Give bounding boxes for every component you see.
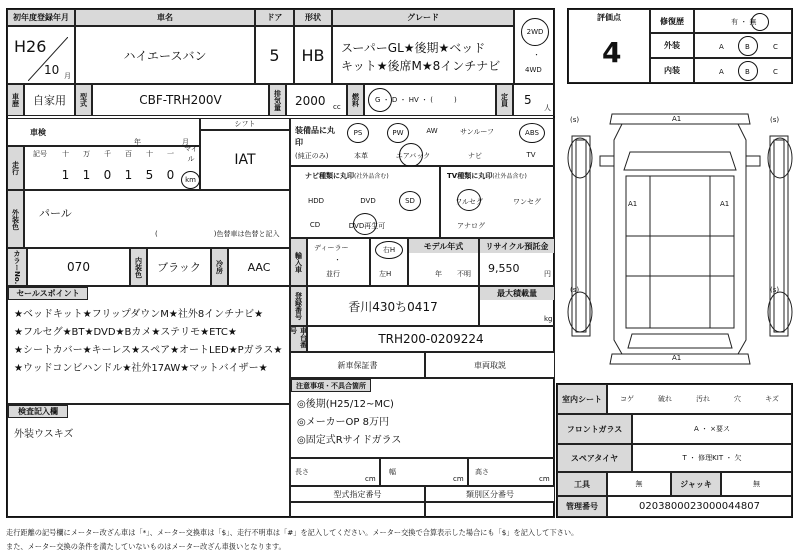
damage-marker: A1 — [672, 115, 682, 123]
odo-unit-label: 一 — [167, 150, 174, 158]
model-year-unknown: 不明 — [457, 270, 471, 278]
mgmt-header: 管理番号 — [557, 496, 607, 517]
notice-line: ◎メーカーOP 8万円 — [297, 417, 389, 428]
equip-ps: PS — [347, 123, 369, 143]
model-year-unit: 年 — [435, 270, 442, 278]
tv-header — [447, 171, 527, 181]
nav-dvd-play-circle — [353, 213, 377, 235]
equip-aw: AW — [426, 127, 438, 135]
glass-header: フロントガラス — [557, 414, 632, 444]
fuel-cell — [364, 84, 496, 116]
repair-options: 有 ・ 無 — [731, 18, 757, 26]
mgmt-value: 0203800023000044807 — [607, 496, 792, 517]
capacity-header: 定員 — [496, 84, 513, 116]
seat-option: キズ — [765, 395, 779, 403]
odo-unit-label: 十 — [62, 150, 69, 158]
nav-header-note: (社外品含む) — [354, 173, 389, 180]
drive-4wd: 4WD — [525, 66, 542, 74]
odo-digit: 1 — [124, 168, 133, 182]
seat-option: 穴 — [734, 395, 742, 403]
sales-line: ★フルセグ★BT★DVD★Bカメ★ステリモ★ETC★ — [14, 327, 237, 338]
color-value: パール — [39, 207, 72, 220]
class-no-value — [425, 502, 555, 518]
nav-cell — [290, 166, 440, 238]
cc-header: 排気量 — [269, 84, 286, 116]
odo-unit-label: 千 — [104, 150, 111, 158]
code-header: カラーNo. — [7, 248, 27, 286]
cc-value: 2000 — [295, 94, 326, 108]
car-name-value: ハイエースバン — [75, 26, 255, 84]
hand-left: 左H — [379, 270, 392, 278]
tv-header-note: (社外品含む) — [492, 173, 527, 180]
load-cell — [479, 286, 555, 326]
odo-unit-label: 百 — [125, 150, 132, 158]
seat-option: 破れ — [658, 395, 673, 403]
jack-value: 無 — [721, 472, 792, 496]
width-label: 幅 — [389, 468, 396, 476]
ext-header: 外装 — [650, 33, 694, 58]
odo-km: km — [181, 171, 200, 189]
fuel-value: G ・ D ・ HV ・ ( ) — [375, 96, 457, 104]
equipment-header: 装備品に丸印 — [295, 126, 335, 147]
notices-header: 注意事項・不具合箇所 — [291, 379, 371, 392]
int-grade-a: A — [719, 68, 724, 76]
car-outline — [560, 96, 800, 376]
cc-cell — [286, 84, 347, 116]
frame-header: 車台番号 — [290, 326, 307, 352]
equip-airbag: エアバック — [395, 152, 431, 160]
inspect-month-unit: 月 — [182, 138, 189, 146]
capacity-value: 5 — [524, 93, 532, 107]
notice-line: ◎固定式Rサイドガラス — [297, 435, 402, 446]
ext-grade-c: C — [773, 43, 778, 51]
hand-cell — [370, 238, 408, 286]
score-cell — [568, 9, 650, 83]
interior-header: 内装色 — [130, 248, 147, 286]
shift-value: IAT — [200, 130, 290, 190]
inspect-year-unit: 年 — [134, 138, 141, 146]
drive-2wd: 2WD — [521, 18, 549, 46]
damage-marker: A1 — [720, 200, 730, 208]
seat-header: 室内シート — [557, 384, 607, 414]
s-mark: (s) — [570, 116, 580, 124]
s-mark: (s) — [570, 286, 580, 294]
odo-unit-label: 十 — [146, 150, 153, 158]
door-header: ドア — [255, 9, 294, 26]
capacity-unit: 人 — [544, 104, 551, 112]
odo-digit: 5 — [145, 168, 154, 182]
inspector-cell — [7, 404, 290, 518]
height-label: 高さ — [475, 468, 489, 476]
seat-option: コゲ — [620, 395, 634, 403]
frame-value: TRH200-0209224 — [307, 326, 555, 352]
sales-line: ★ウッドコンビハンドル★社外17AW★マットバイザー★ — [14, 363, 268, 374]
footer-line1: 走行距離の記号欄にメーター改ざん車は「*」、メーター交換車は「$」、走行不明車は「#」を記入してください。メーター交換で合算表示した場合にも「$」を記入して下さい。 — [6, 528, 579, 537]
equip-leather: 本革 — [354, 152, 368, 160]
type-no-label: 型式指定番号 — [290, 486, 425, 502]
score-header: 評価点 — [597, 13, 621, 22]
sales-line: ★ベッドキット★フリップダウンM★社外8インチナビ★ — [14, 309, 264, 320]
shape-value: HB — [294, 26, 332, 84]
ext-grade-b: B — [745, 43, 750, 51]
equip-sunroof: サンルーフ — [459, 128, 495, 136]
model-value: CBF-TRH200V — [92, 84, 269, 116]
nav-cd: CD — [309, 221, 321, 229]
spare-value: T ・ 修理KIT ・ 欠 — [632, 444, 792, 472]
nav-dvd-play: DVD再生可 — [348, 222, 386, 230]
kind-header: 車歴 — [7, 84, 24, 116]
import-parallel: 並行 — [326, 270, 340, 278]
recycle-value: 9,550 — [488, 262, 520, 275]
seat-cell — [607, 384, 792, 414]
int-grade-c: C — [773, 68, 778, 76]
recycle-cell — [479, 238, 555, 286]
ac-value: AAC — [228, 248, 290, 286]
length-unit: cm — [365, 475, 376, 483]
import-cell — [307, 238, 370, 286]
length-cell — [290, 458, 380, 486]
nav-header — [305, 171, 389, 181]
equipment-sub: (純正のみ) — [295, 152, 329, 160]
odo-unit-label: 万 — [83, 150, 90, 158]
tools-value: 無 — [607, 472, 671, 496]
drive-dot: ・ — [533, 51, 540, 59]
tools-header: 工具 — [557, 472, 607, 496]
odo-digit: 0 — [166, 168, 175, 182]
door-value: 5 — [255, 26, 294, 84]
odo-digit: 0 — [103, 168, 112, 182]
import-dot: ・ — [334, 256, 341, 264]
recycle-header: リサイクル預託金 — [480, 239, 554, 253]
grade-cell — [332, 26, 514, 84]
sales-header: セールスポイント — [8, 287, 88, 300]
odo-units-row — [25, 145, 201, 163]
s-mark: (s) — [770, 116, 780, 124]
model-year-header: モデル年式 — [409, 239, 478, 253]
int-selected-circle — [738, 61, 758, 81]
import-header: 輸入車 — [290, 238, 307, 286]
repair-selected-circle — [751, 13, 769, 31]
equip-tv: TV — [526, 151, 536, 159]
equip-navi: ナビ — [468, 152, 482, 160]
s-mark: (s) — [770, 286, 780, 294]
car-diagram — [560, 96, 800, 376]
shape-header: 形状 — [294, 9, 332, 26]
ac-header: 冷房 — [211, 248, 228, 286]
year-cell — [7, 26, 75, 84]
drive-cell — [514, 9, 555, 84]
year-header: 初年度登録年月 — [7, 9, 75, 26]
nav-hdd: HDD — [307, 197, 325, 205]
inspector-value: 外装ウスキズ — [14, 429, 74, 440]
int-cell — [694, 58, 792, 83]
shift-header: シフト — [200, 118, 290, 130]
height-unit: cm — [539, 475, 550, 483]
plate-value: 香川430ち0417 — [307, 286, 479, 326]
ext-grade-a: A — [719, 43, 724, 51]
jack-header: ジャッキ — [671, 472, 721, 496]
width-cell — [380, 458, 468, 486]
grade-line1: スーパーGL★後期★ベッド — [341, 41, 486, 55]
hand-right: 右H — [375, 241, 403, 259]
odo-cell — [24, 146, 200, 190]
score-value: 4 — [602, 36, 622, 69]
nav-header-text: ナビ種類に丸印 — [305, 172, 354, 180]
model-year-cell — [408, 238, 479, 286]
year-value: H26 — [14, 37, 47, 56]
grade-header: グレード — [332, 9, 514, 26]
inspect-cell — [7, 118, 200, 146]
tv-fullseg-circle — [457, 189, 481, 211]
inspector-header: 検査記入欄 — [8, 405, 68, 418]
ext-cell — [694, 33, 792, 58]
plate-header: 登録番号 — [290, 286, 307, 326]
color-cell — [24, 190, 290, 248]
equip-pw: PW — [387, 123, 409, 143]
model-header: 型式 — [75, 84, 92, 116]
color-header: 外装色 — [7, 190, 24, 248]
capacity-cell — [513, 84, 555, 116]
load-unit: kg — [544, 315, 553, 323]
fuel-g-circle — [368, 88, 392, 112]
color-note: ( )色替車は色替と記入 — [155, 230, 280, 238]
odo-digits-row — [55, 165, 181, 185]
import-dealer: ディーラー — [314, 244, 349, 252]
glass-value: A ・ ×要ス — [632, 414, 792, 444]
tv-oneseg: ワンセグ — [513, 198, 541, 206]
grade-line2: キット★後席M★8インチナビ — [341, 59, 501, 73]
code-value: 070 — [27, 248, 130, 286]
odo-digit: 1 — [82, 168, 91, 182]
class-no-label: 類別区分番号 — [425, 486, 555, 502]
kind-value: 自家用 — [24, 84, 75, 116]
month-value: 10 — [44, 63, 60, 77]
tv-analog: アナログ — [457, 222, 485, 230]
tv-header-text: TV種類に丸印 — [447, 172, 493, 180]
type-no-value — [290, 502, 425, 518]
cc-unit: cc — [333, 103, 341, 111]
int-grade-b: B — [745, 68, 750, 76]
notice-line: ◎後期(H25/12~MC) — [297, 399, 394, 410]
tv-cell — [440, 166, 555, 238]
odo-unit-label: 記号 — [33, 150, 47, 158]
recycle-unit: 円 — [544, 270, 551, 278]
interior-value: ブラック — [147, 248, 211, 286]
height-cell — [468, 458, 555, 486]
odo-header: 走行 — [7, 146, 24, 190]
nav-dvd: DVD — [360, 197, 376, 205]
width-unit: cm — [453, 475, 464, 483]
equipment-cell — [290, 118, 555, 166]
warranty-label: 新車保証書 — [290, 352, 425, 378]
seat-option: 汚れ — [696, 395, 711, 403]
fuel-header: 燃料 — [347, 84, 364, 116]
equip-airbag-circle — [399, 143, 423, 167]
load-header: 最大積載量 — [480, 287, 554, 300]
footer-line2: また、メーター交換の条件を満たしていないものはメーター改ざん車扱いとなります。 — [6, 542, 286, 551]
nav-sd: SD — [399, 191, 421, 211]
equip-abs: ABS — [519, 123, 545, 143]
sales-line: ★シートカバー★キーレス★スペア★オートLED★Pガラス★ — [14, 345, 283, 356]
inspect-header: 車検 — [30, 127, 46, 137]
damage-marker: A1 — [628, 200, 638, 208]
car-name-header: 車名 — [75, 9, 255, 26]
ext-selected-circle — [738, 36, 758, 56]
repair-header: 修復歴 — [650, 9, 694, 33]
odo-digit: 1 — [61, 168, 70, 182]
spare-header: スペアタイヤ — [557, 444, 632, 472]
sales-cell — [7, 286, 290, 404]
odo-unit-label: マイル — [184, 145, 198, 163]
int-header: 内装 — [650, 58, 694, 83]
length-label: 長さ — [295, 468, 309, 476]
month-unit: 月 — [64, 72, 71, 80]
manual-label: 車両取説 — [425, 352, 555, 378]
tv-fullseg: フルセグ — [455, 198, 483, 206]
damage-marker: A1 — [672, 354, 682, 362]
repair-cell — [694, 9, 792, 33]
notices-cell — [290, 378, 555, 458]
